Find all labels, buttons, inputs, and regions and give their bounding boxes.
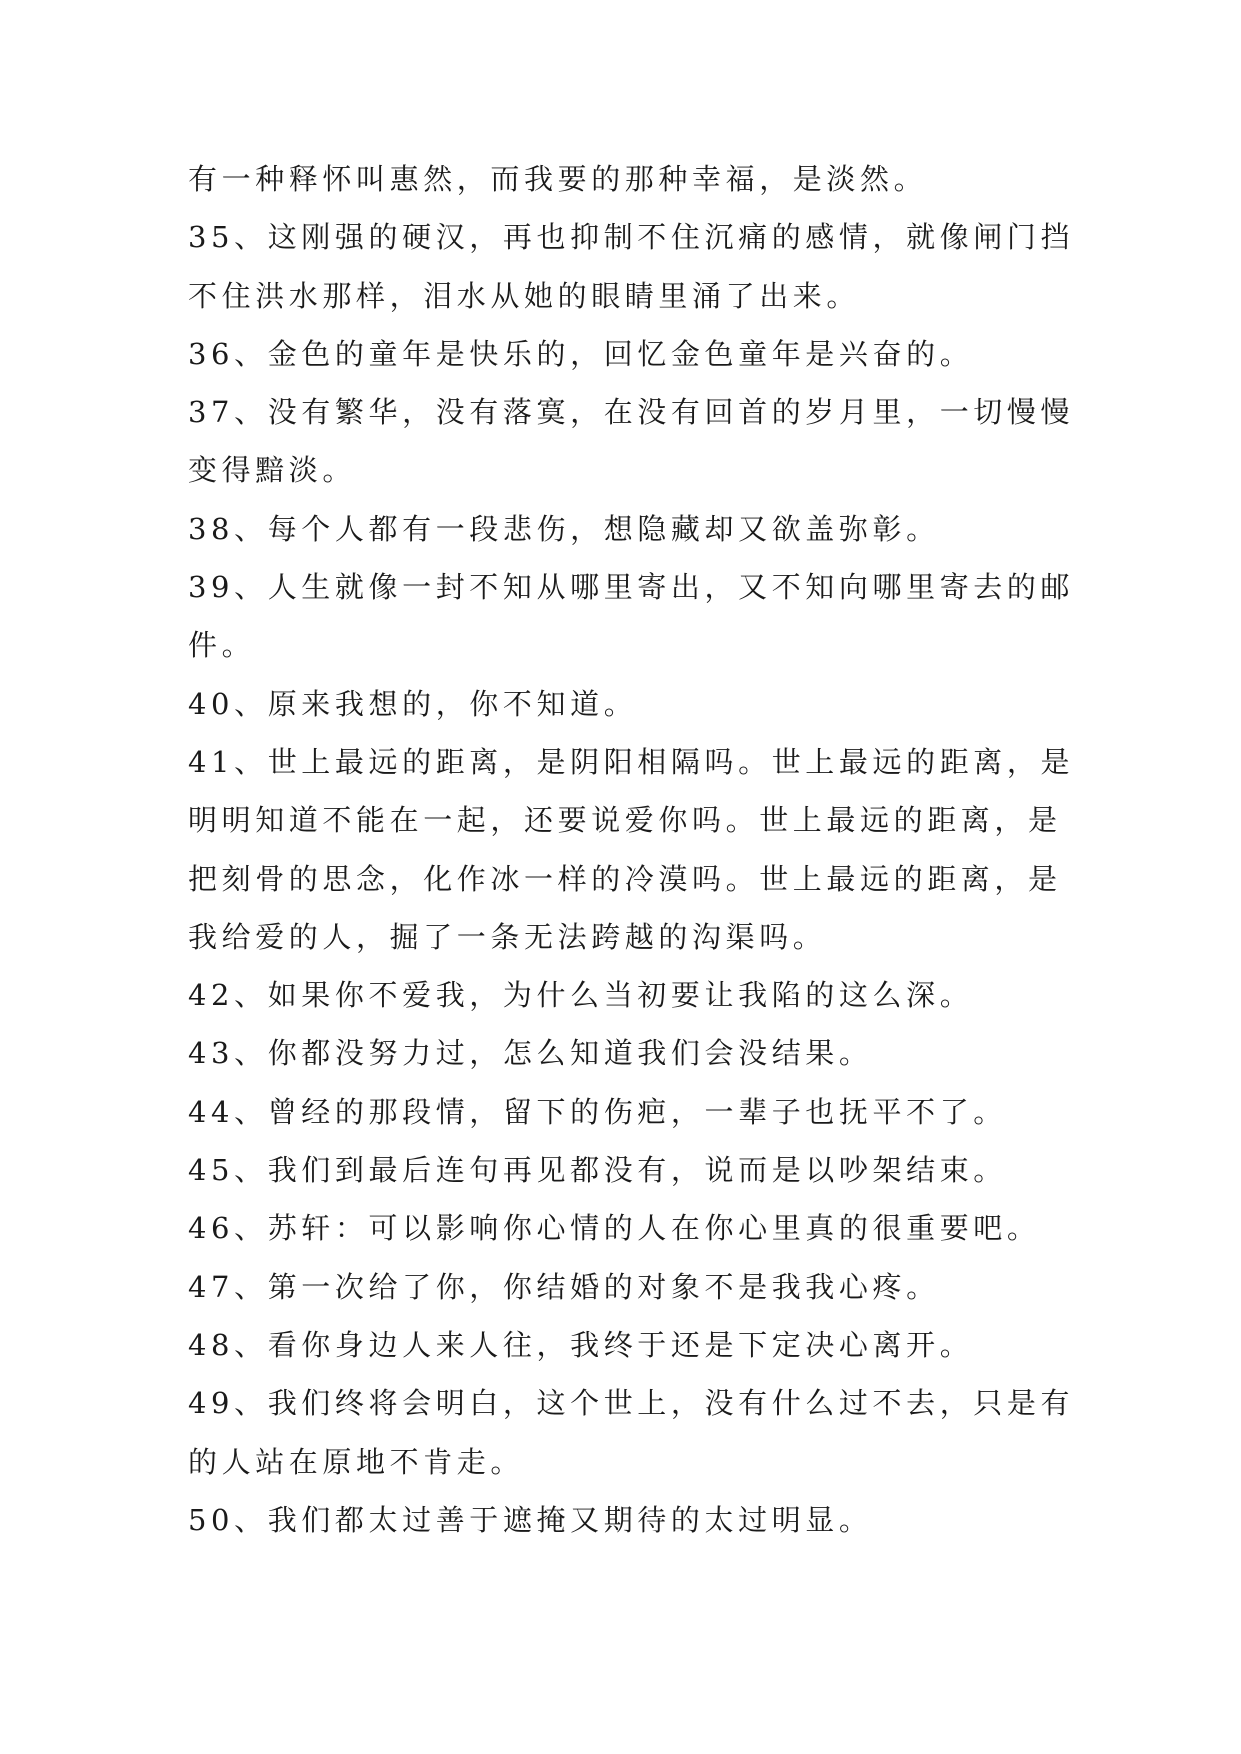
text-line: 我给爱的人，掘了一条无法跨越的沟渠吗。 [188, 919, 827, 954]
text-line: 43、你都没努力过，怎么知道我们会没结果。 [188, 1036, 873, 1071]
text-line: 37、没有繁华，没有落寞，在没有回首的岁月里，一切慢慢 [188, 395, 1075, 430]
text-line: 明明知道不能在一起，还要说爱你吗。世上最远的距离，是 [188, 803, 1062, 838]
text-line: 45、我们到最后连句再见都没有，说而是以吵架结束。 [188, 1153, 1007, 1188]
text-line: 有一种释怀叫惠然，而我要的那种幸福，是淡然。 [188, 162, 928, 196]
text-line: 把刻骨的思念，化作冰一样的冷漠吗。世上最远的距离，是 [188, 861, 1062, 896]
text-line: 36、金色的童年是快乐的，回忆金色童年是兴奋的。 [188, 336, 974, 371]
text-line: 44、曾经的那段情，留下的伤疤，一辈子也抚平不了。 [188, 1094, 1007, 1129]
text-line: 49、我们终将会明白，这个世上，没有什么过不去，只是有 [188, 1386, 1075, 1421]
text-line: 38、每个人都有一段悲伤，想隐藏却又欲盖弥彰。 [188, 511, 940, 546]
text-line: 件。 [188, 628, 256, 663]
text-line: 47、第一次给了你，你结婚的对象不是我我心疼。 [188, 1269, 940, 1304]
text-line: 不住洪水那样，泪水从她的眼睛里涌了出来。 [188, 278, 861, 313]
text-line: 35、这刚强的硬汉，再也抑制不住沉痛的感情，就像闸门挡 [188, 220, 1075, 255]
text-line: 42、如果你不爱我，为什么当初要让我陷的这么深。 [188, 978, 974, 1013]
text-line: 50、我们都太过善于遮掩又期待的太过明显。 [188, 1502, 873, 1537]
text-line: 变得黯淡。 [188, 453, 357, 488]
text-line: 的人站在原地不肯走。 [188, 1444, 525, 1479]
text-line: 48、看你身边人来人往，我终于还是下定决心离开。 [188, 1327, 974, 1362]
text-line: 39、人生就像一封不知从哪里寄出，又不知向哪里寄去的邮 [188, 570, 1075, 605]
text-line: 41、世上最远的距离，是阴阳相隔吗。世上最远的距离，是 [188, 744, 1075, 779]
text-line: 40、原来我想的，你不知道。 [188, 686, 638, 721]
text-line: 46、苏轩：可以影响你心情的人在你心里真的很重要吧。 [188, 1211, 1041, 1246]
document-body [188, 150, 1075, 1549]
